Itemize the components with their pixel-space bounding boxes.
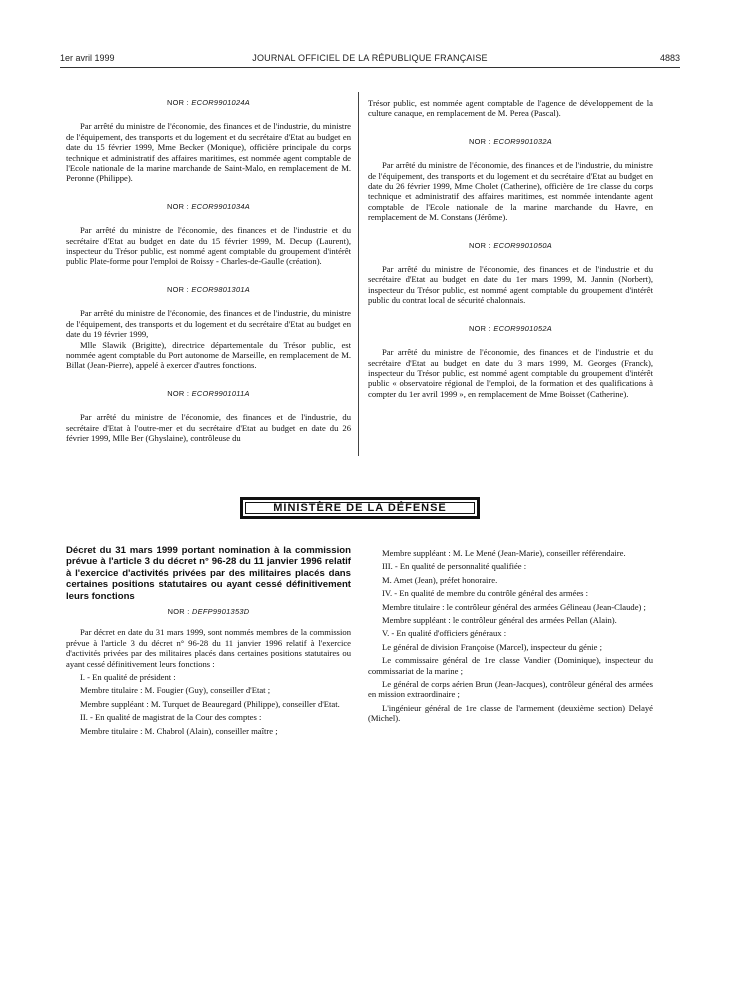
nor-reference: NOR : ECOR9901050A xyxy=(468,240,553,250)
decree-line: Le général de corps aérien Brun (Jean-Jacques), contrôleur général des armées en mission extraordinaire ; xyxy=(368,679,653,700)
nor-reference: NOR : ECOR9901024A xyxy=(166,98,251,107)
decree-line: Le général de division Françoise (Marcel), inspecteur du génie ; xyxy=(382,641,603,652)
notice-text: Par arrêté du ministre de l'économie, des finances et de l'industrie et du secrétaire d'Etat au budget en date du 1er mars 1999, M. Jannin (Norbert), inspecteur du Trésor public, est nommé agent comptable du groupement d'intérêt public du contrat local de sécurité chalonnais. xyxy=(368,264,653,306)
header-date: 1er avril 1999 xyxy=(60,53,115,63)
decree-line: Membre suppléant : M. Le Mené (Jean-Marie), conseiller référendaire. xyxy=(382,548,626,558)
notice-text: Par arrêté du ministre de l'économie, des finances et de l'industrie, du secrétaire d'Etat à l'outre-mer et du secrétaire d'Etat au budget en date du 26 février 1999, Mlle Ber (Ghyslaine), contrôleuse du xyxy=(66,412,351,443)
decree-line: I. - En qualité de président : xyxy=(80,672,176,683)
notice-block xyxy=(66,202,351,267)
notice-text: Par arrêté du ministre de l'économie, des finances et de l'industrie, du ministre de l'équipement, des transports et du logement et du secrétaire d'Etat au budget en date du 26 février 1999, Mme Cholet (Catherine), officière de 1re classe du corps technique et administratif des affaires maritimes, est nommée intendante agent comptable de l'Ecole nationale de la marine marchande du Havre, en remplacement de M. Constans (Jérôme). xyxy=(368,160,653,223)
notice-block xyxy=(66,98,351,184)
nor-reference: NOR : ECOR9801301A xyxy=(166,284,251,294)
header-page-number: 4883 xyxy=(659,53,680,63)
notice-text: Trésor public, est nommée agent comptable de l'agence de développement de la culture canaque, en remplacement de M. Perea (Pascal). xyxy=(368,98,653,119)
decree-right-column xyxy=(368,548,653,724)
decree-line: III. - En qualité de personnalité qualifiée : xyxy=(382,561,527,572)
decree-line: V. - En qualité d'officiers généraux : xyxy=(382,628,507,639)
notice-block xyxy=(66,285,351,371)
notice-text: Par arrêté du ministre de l'économie, des finances et de l'industrie, du ministre de l'équipement, des transports et du logement et du secrétaire d'Etat au budget en date du 15 février 1999, Mme Becker (Monique), officière principale du corps technique et administratif des affaires maritimes, est nommée agent comptable de l'Ecole nationale de la marine marchande de Saint-Malo, en remplacement de M. Peronne (Philippe). xyxy=(66,121,351,184)
nor-reference: NOR : ECOR9901032A xyxy=(468,136,553,146)
notice-text: Mlle Slawik (Brigitte), directrice départementale du Trésor public, est nommée agent comptable du Port autonome de Marseille, en remplacement de M. Billat (Jean-Pierre), appelé à exercer d'autres fonctions. xyxy=(66,339,351,371)
decree-line: Membre suppléant : le contrôleur général des armées Pellan (Alain). xyxy=(382,615,617,626)
header-rule xyxy=(60,67,680,68)
nor-reference: NOR : ECOR9901052A xyxy=(468,323,553,333)
decree-title: Décret du 31 mars 1999 portant nomination à la commission prévue à l'article 3 du décret n° 96-28 du 11 janvier 1996 relatif à l'exercice d'activités privées par des militaires placés dans certaines positions statutaires ou ayant cessé définitivement leurs fonctions xyxy=(66,545,351,602)
decree-intro: Par décret en date du 31 mars 1999, sont nommés membres de la commission prévue à l'article 3 du décret n° 96-28 du 11 janvier 1996 relatif à l'exercice d'activités privées par des militaires placés dans certaines positions statutaires ou ayant cessé définitivement leurs fonctions : xyxy=(66,627,351,669)
notice-text: Par arrêté du ministre de l'économie, des finances et de l'industrie et du secrétaire d'Etat au budget en date du 3 mars 1999, M. Georges (Franck), inspecteur du Trésor public, est nommé agent comptable du groupement d'intérêt public « observatoire régional de l'emploi, de la formation et des qualifications à compter du 1er avril 1999 », en remplacement de Mme Boisset (Catherine). xyxy=(368,347,653,399)
nor-reference: NOR : ECOR9901011A xyxy=(167,388,250,398)
notice-text: Par arrêté du ministre de l'économie, des finances et de l'industrie, du ministre de l'équipement, des transports et du logement et du secrétaire d'Etat au budget en date du 19 février 1999, xyxy=(66,308,351,340)
notice-block xyxy=(66,389,351,444)
notice-block xyxy=(368,241,653,306)
decree-line: IV. - En qualité de membre du contrôle général des armées : xyxy=(382,588,589,599)
notice-block xyxy=(368,137,653,223)
decree-line: Membre titulaire : le contrôleur général des armées Gélineau (Jean-Claude) ; xyxy=(382,601,646,612)
decree-line: II. - En qualité de magistrat de la Cour des comptes : xyxy=(80,712,262,723)
notice-text: Par arrêté du ministre de l'économie, des finances et de l'industrie et du secrétaire d'Etat au budget en date du 15 février 1999, M. Decup (Laurent), inspecteur du Trésor public, est nommé agent comptable du groupement d'intérêt public Plate-forme pour l'emploi de Roissy - Charles-de-Gaulle (création). xyxy=(66,225,351,267)
notice-block xyxy=(368,324,653,399)
page-header xyxy=(60,53,680,67)
notice-continuation xyxy=(368,98,653,119)
ministry-heading-box xyxy=(240,497,480,519)
header-journal-title: JOURNAL OFFICIEL DE LA RÉPUBLIQUE FRANÇAISE xyxy=(252,53,488,63)
right-column xyxy=(368,98,653,417)
decree-line: M. Amet (Jean), préfet honoraire. xyxy=(382,574,498,585)
column-divider xyxy=(358,92,359,456)
decree-line: Membre suppléant : M. Turquet de Beauregard (Philippe), conseiller d'Etat. xyxy=(80,698,340,709)
left-column xyxy=(66,98,351,461)
decree-left-column xyxy=(66,545,351,736)
nor-reference: NOR : ECOR9901034A xyxy=(166,201,251,211)
decree-line: L'ingénieur général de 1re classe de l'armement (deuxième section) Delayé (Michel). xyxy=(368,702,653,724)
decree-line: Membre titulaire : M. Fougier (Guy), conseiller d'Etat ; xyxy=(80,685,271,696)
nor-reference: NOR : DEFP9901353D xyxy=(167,607,250,617)
decree-line: Le commissaire général de 1re classe Vandier (Dominique), inspecteur du commissariat de la marine ; xyxy=(368,655,653,676)
decree-line: Membre titulaire : M. Chabrol (Alain), conseiller maître ; xyxy=(80,725,278,736)
ministry-heading: MINISTÈRE DE LA DÉFENSE xyxy=(245,502,475,514)
